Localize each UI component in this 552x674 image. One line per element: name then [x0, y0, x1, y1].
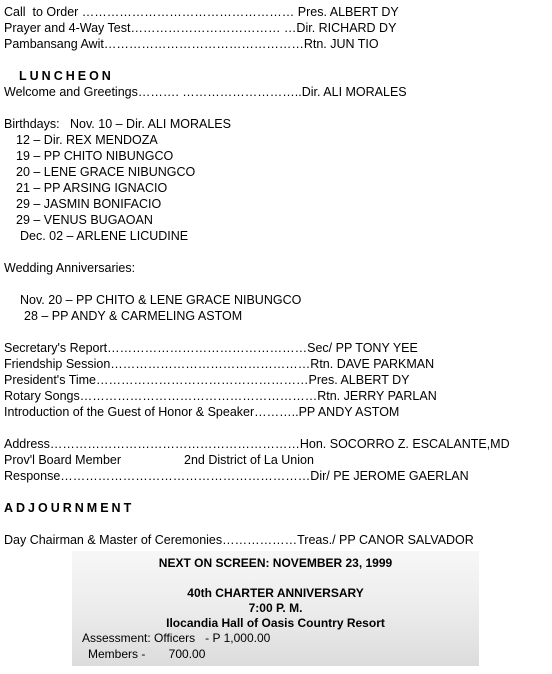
presidents-time-line: President's Time……………………………………………Pres. ALBERT DY — [4, 373, 410, 387]
call-to-order-line: Call to Order …………………………………………… Pres. ALBERT DY — [4, 5, 399, 19]
wedding-header: Wedding Anniversaries: — [4, 261, 136, 275]
secretary-report-line: Secretary's Report…………………………………………Sec/ PP TONY YEE — [4, 341, 418, 355]
wedding-entry: Nov. 20 – PP CHITO & LENE GRACE NIBUNGCO — [20, 293, 302, 307]
day-chairman-line: Day Chairman & Master of Ceremonies………………Treas./ PP CANOR SALVADOR — [4, 533, 474, 547]
address-line: Address……………………………………………………Hon. SOCORRO Z. ESCALANTE,MD — [4, 437, 510, 451]
birthday-entry: 12 – Dir. REX MENDOZA — [16, 133, 158, 147]
adjournment-heading: ADJOURNMENT — [4, 501, 135, 515]
birthday-entry: 20 – LENE GRACE NIBUNGCO — [16, 165, 196, 179]
next-on-screen-title: NEXT ON SCREEN: NOVEMBER 23, 1999 — [158, 556, 393, 570]
event-time: 7:00 P. M. — [248, 601, 303, 615]
birthday-entry: Dec. 02 – ARLENE LICUDINE — [20, 229, 189, 243]
prayer-line: Prayer and 4-Way Test……………………………… …Dir. RICHARD DY — [4, 21, 397, 35]
welcome-line: Welcome and Greetings………. ………………………..Dir. ALI MORALES — [4, 85, 407, 99]
pambansang-awit-line: Pambansang Awit…………………………………………Rtn. JUN TIO — [4, 37, 379, 51]
wedding-entry: 28 – PP ANDY & CARMELING ASTOM — [24, 309, 243, 323]
next-on-screen-box — [72, 551, 479, 666]
birthday-entry: 29 – JASMIN BONIFACIO — [16, 197, 162, 211]
event-title: 40th CHARTER ANNIVERSARY — [187, 586, 364, 600]
birthday-entry: 29 – VENUS BUGAOAN — [16, 213, 153, 227]
birthday-entry: 21 – PP ARSING IGNACIO — [16, 181, 168, 195]
friendship-session-line: Friendship Session…………………………………………Rtn. DAVE PARKMAN — [4, 357, 435, 371]
rotary-songs-line: Rotary Songs…………………………………………………Rtn. JERRY PARLAN — [4, 389, 437, 403]
district-label: 2nd District of La Union — [184, 453, 314, 467]
assessment-members: Members - 700.00 — [88, 647, 206, 661]
guest-introduction-line: Introduction of the Guest of Honor & Speaker………..PP ANDY ASTOM — [4, 405, 400, 419]
birthday-entry: 19 – PP CHITO NIBUNGCO — [16, 149, 174, 163]
board-member-label: Prov'l Board Member — [4, 453, 122, 467]
event-venue: Ilocandia Hall of Oasis Country Resort — [166, 616, 385, 630]
luncheon-heading: LUNCHEON — [19, 69, 114, 83]
birthdays-header: Birthdays: Nov. 10 – Dir. ALI MORALES — [4, 117, 231, 131]
response-line: Response……………………………………………………Dir/ PE JEROME GAERLAN — [4, 469, 469, 483]
assessment-officers: Assessment: Officers - P 1,000.00 — [82, 631, 271, 645]
